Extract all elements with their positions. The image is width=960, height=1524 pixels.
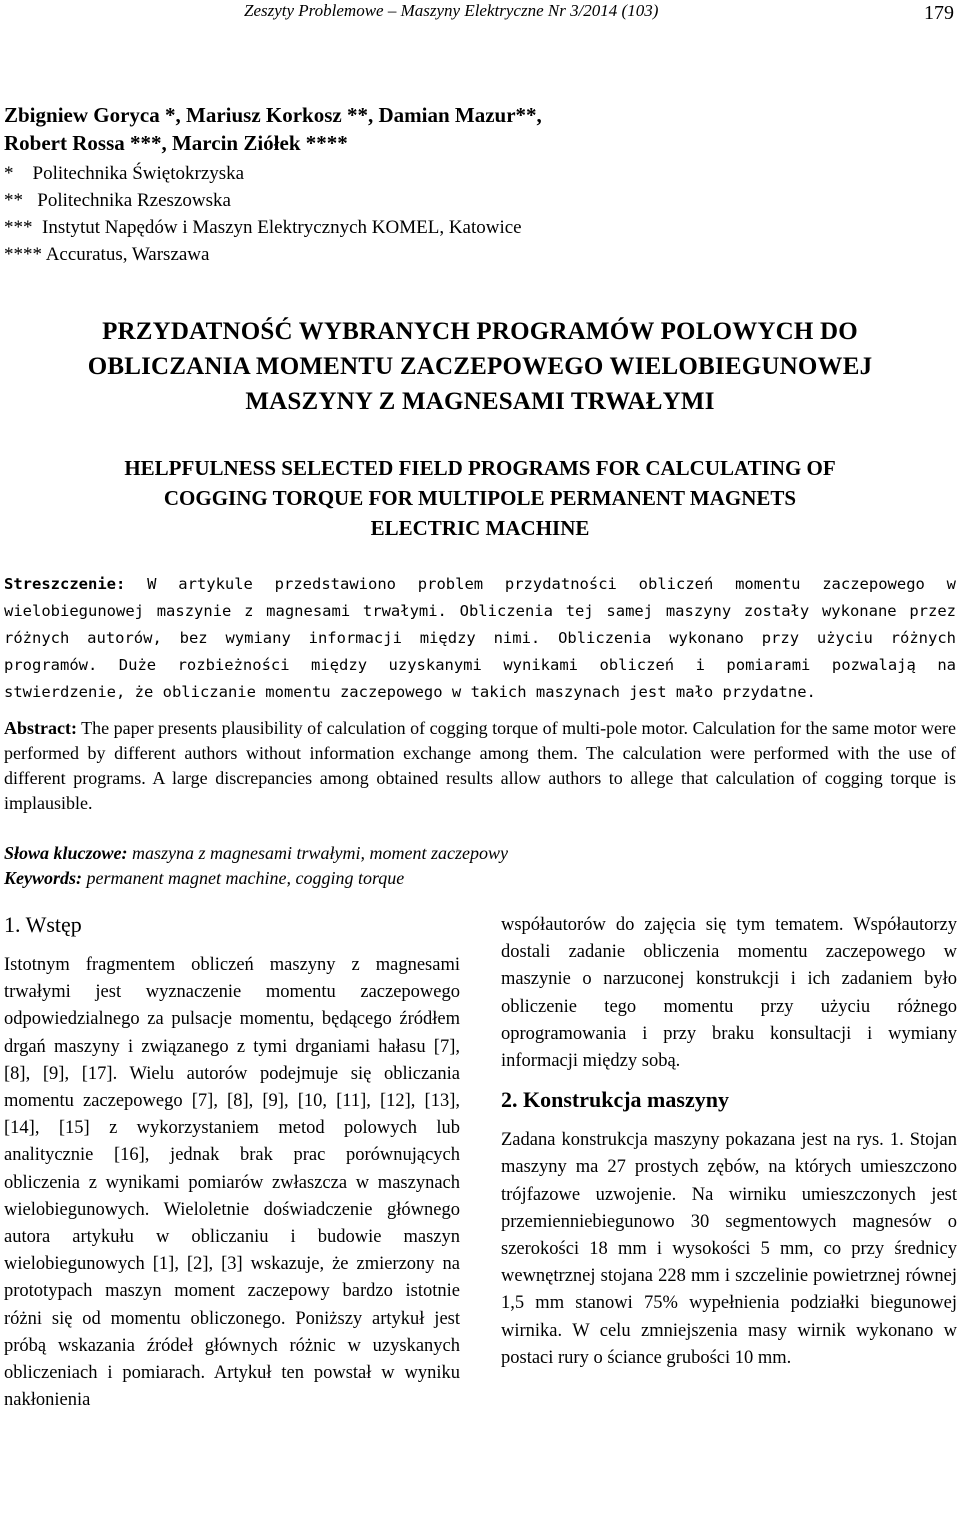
affiliation: * Politechnika Świętokrzyska [4,163,245,184]
journal-header: Zeszyty Problemowe – Maszyny Elektryczne Nr 3/2014 (103) [244,1,659,20]
body-paragraph: Zadana konstrukcja maszyny pokazana jest na rys. 1. Stojan maszyny ma 27 prostych zębów, na których umieszczono trójfazowe uzwojenie. Na wirniku umieszczonych jest przemienniebiegunowo 30 segmentowych magnesów o szerokości 18 mm i wysokości 5 mm, co przy średnicy wewnętrznej stojana 228 mm i szczelinie powietrznej równej 1,5 mm stanowi 75% wypełnienia podziałki biegunowej wirnika. W celu zmniejszenia masy wirnik wykonano w postaci rury o ściance grubości 10 mm. [501,1130,957,1368]
body-paragraph: Istotnym fragmentem obliczeń maszyny z magnesami trwałymi jest wyznaczenie momentu zaczepowego odpowiedzialnego za pulsacje momentu, będącego źródłem drgań maszyny i związanego z tymi drganiami hałasu [7], [8], [9], [17]. Wielu autorów podejmuje się obliczania momentu zaczepowego [7], [8], [9], [10, [11], [12], [13], [14], [15] z wykorzystaniem metod polowych lub analitycznie [16], jednak brak prac porównujących obliczenia z wynikami pomiarów zwłaszcza w maszynach wielobiegunowych. Wieloletnie doświadczenie głównego autora artykułu w obliczaniu i budowie maszyn wielobiegunowych [1], [2], [3] wskazuje, że zmierzony na prototypach maszyn moment zaczepowy bardzo istotnie różni się od momentu obliczonego. Poniższy artykuł jest próbą wskazania źródeł głównych różnic w uzyskanych obliczeniach i pomiarach. Artykuł ten powstał w wyniku nakłonienia [4,955,460,1411]
affiliation: ** Politechnika Rzeszowska [4,190,231,211]
section-heading: 1. Wstęp [4,912,82,937]
title-line: MASZYNY Z MAGNESAMI TRWAŁYMI [245,388,715,415]
abstract-label: Streszczenie: [4,575,126,593]
author-line: Zbigniew Goryca *, Mariusz Korkosz **, Damian Mazur**, [4,103,542,127]
section-heading: 2. Konstrukcja maszyny [501,1087,729,1113]
author-list [4,101,904,157]
keywords-label: Keywords: [4,868,82,888]
title-line: ELECTRIC MACHINE [370,516,590,540]
abstract-text: W artykule przedstawiono problem przydatności obliczeń momentu zaczepowego w wielobiegunowej maszynie z magnesami trwałymi. Obliczenia tej samej maszyny zostały wykonane przez różnych autorów, bez wymiany informacji między nimi. Obliczenia wykonano przy użyciu różnych programów. Duże rozbieżności między uzyskanymi wynikami obliczeń i pomiarami pozwalają na stwierdzenie, że obliczanie momentu zaczepowego w takich maszynach jest mało przydatne. [4,575,956,701]
right-column [501,912,957,1372]
affiliation: **** Accuratus, Warszawa [4,244,210,265]
author-line: Robert Rossa ***, Marcin Ziółek **** [4,131,348,155]
page-number: 179 [924,2,954,24]
paper-title-polish [0,314,960,419]
keywords-label: Słowa kluczowe: [4,843,128,863]
affiliation: *** Instytut Napędów i Maszyn Elektrycznych KOMEL, Katowice [4,217,522,238]
abstract-text: The paper presents plausibility of calculation of cogging torque of multi-pole motor. Calculation for the same motor were performed by different authors without information exchange among them. The calculation were performed with the use of different programs. A large discrepancies among obtained results allow authors to allege that calculation of cogging torque is implausible. [4,718,956,813]
abstract-polish [4,571,956,706]
paper-title-english [0,453,960,543]
keywords-polish [4,841,956,866]
title-line: PRZYDATNOŚĆ WYBRANYCH PROGRAMÓW POLOWYCH DO [102,318,858,345]
keywords-english [4,866,956,891]
title-line: COGGING TORQUE FOR MULTIPOLE PERMANENT MAGNETS [163,486,797,510]
title-line: OBLICZANIA MOMENTU ZACZEPOWEGO WIELOBIEGUNOWEJ [87,353,873,380]
affiliation-list [4,160,904,268]
title-line: HELPFULNESS SELECTED FIELD PROGRAMS FOR CALCULATING OF [124,456,836,480]
body-paragraph: współautorów do zajęcia się tym tematem. Współautorzy dostali zadanie obliczenia momentu zaczepowego w maszynie o narzuconej konstrukcji i ich zadaniem było obliczenie tego momentu przy użyciu różnego oprogramowania i przy braku konsultacji i wymiany informacji między sobą. [501,915,957,1072]
keywords-text: permanent magnet machine, cogging torque [82,868,405,888]
keywords-block [4,841,956,891]
abstract-english [4,716,956,816]
left-column [4,910,460,1414]
keywords-text: maszyna z magnesami trwałymi, moment zaczepowy [127,843,508,863]
abstract-label: Abstract: [4,718,77,738]
